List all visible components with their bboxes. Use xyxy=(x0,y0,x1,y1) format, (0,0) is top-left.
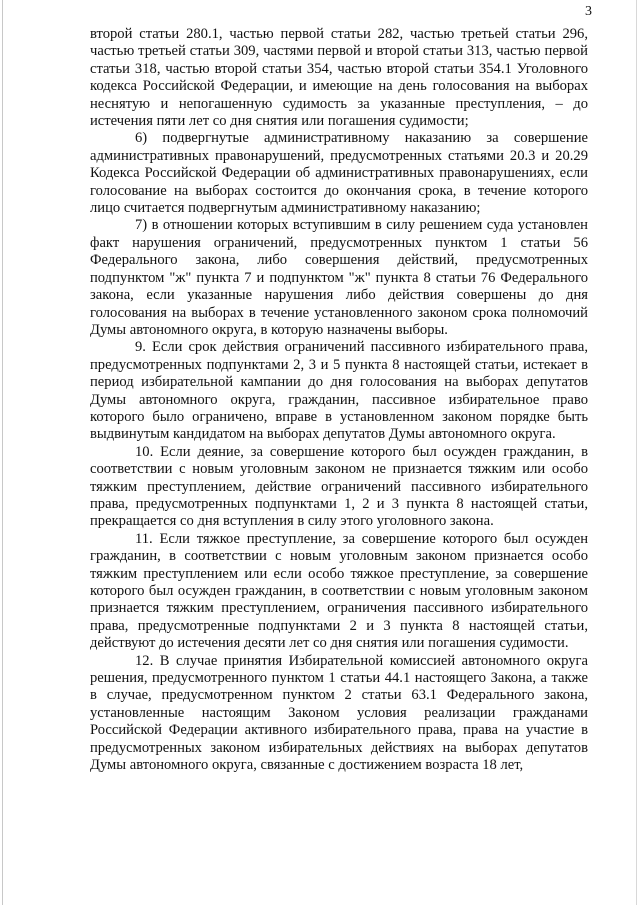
scan-edge-right xyxy=(636,0,637,905)
paragraph-clause-11: 11. Если тяжкое преступление, за совершение которого был осужден гражданин, в соответствии с новым уголовным законом признается особо тяжким преступлением или если особо тяжкое преступление, за совершение которого был осужден гражданин, в соответствии с новым уголовным законом признается тяжким преступлением, ограничения пассивного избирательного права, предусмотренные подпунктами 2 и 3 пункта 8 настоящей статьи, действуют до истечения десяти лет со дня снятия или погашения судимости. xyxy=(90,530,588,652)
paragraph-continuation: второй статьи 280.1, частью первой статьи 282, частью третьей статьи 296, частью третьей статьи 309, частями первой и второй статьи 313, частью первой статьи 318, частью второй статьи 354, частью второй статьи 354.1 Уголовного кодекса Российской Федерации, и имеющие на день голосования на выборах неснятую и непогашенную судимость за указанные преступления, – до истечения пяти лет со дня снятия или погашения судимости; xyxy=(90,26,588,130)
paragraph-clause-12: 12. В случае принятия Избирательной комиссией автономного округа решения, предусмотренного пунктом 1 статьи 44.1 настоящего Закона, а также в случае, предусмотренном пунктом 2 статьи 63.1 Федерального закона, установленные настоящим Законом условия реализации гражданами Российской Федерации активного избирательного права, права на участие в предусмотренных законом избирательных действиях на выборах депутатов Думы автономного округа, связанные с достижением возраста 18 лет, xyxy=(90,652,588,774)
paragraph-item-6: 6) подвергнутые административному наказанию за совершение административных правонарушений, предусмотренных статьями 20.3 и 20.29 Кодекса Российской Федерации об административных правонарушениях, если голосование на выборах состоится до окончания срока, в течение которого лицо считается подвергнутым административному наказанию; xyxy=(90,130,588,217)
paragraph-clause-10: 10. Если деяние, за совершение которого был осужден гражданин, в соответствии с новым уголовным законом не признается тяжким или особо тяжким преступлением, действие ограничений пассивного избирательного права, предусмотренных подпунктами 1, 2 и 3 пункта 8 настоящей статьи, прекращается со дня вступления в силу этого уголовного закона. xyxy=(90,443,588,530)
document-body xyxy=(90,26,588,774)
paragraph-clause-9: 9. Если срок действия ограничений пассивного избирательного права, предусмотренных подпунктами 2, 3 и 5 пункта 8 настоящей статьи, истекает в период избирательной кампании до дня голосования на выборах депутатов Думы автономного округа, гражданин, пассивное избирательное право которого было ограничено, вправе в установленном законом порядке быть выдвинутым кандидатом на выборах депутатов Думы автономного округа. xyxy=(90,339,588,443)
scan-edge-left xyxy=(2,0,3,905)
page-number: 3 xyxy=(585,4,592,19)
paragraph-item-7: 7) в отношении которых вступившим в силу решением суда установлен факт нарушения ограничений, предусмотренных пунктом 1 статьи 56 Федерального закона, либо совершения действий, предусмотренных подпунктом "ж" пункта 7 и подпунктом "ж" пункта 8 статьи 76 Федерального закона, если указанные нарушения либо действия совершены до дня голосования на выборах в течение установленного законом срока полномочий Думы автономного округа, в которую назначены выборы. xyxy=(90,217,588,338)
